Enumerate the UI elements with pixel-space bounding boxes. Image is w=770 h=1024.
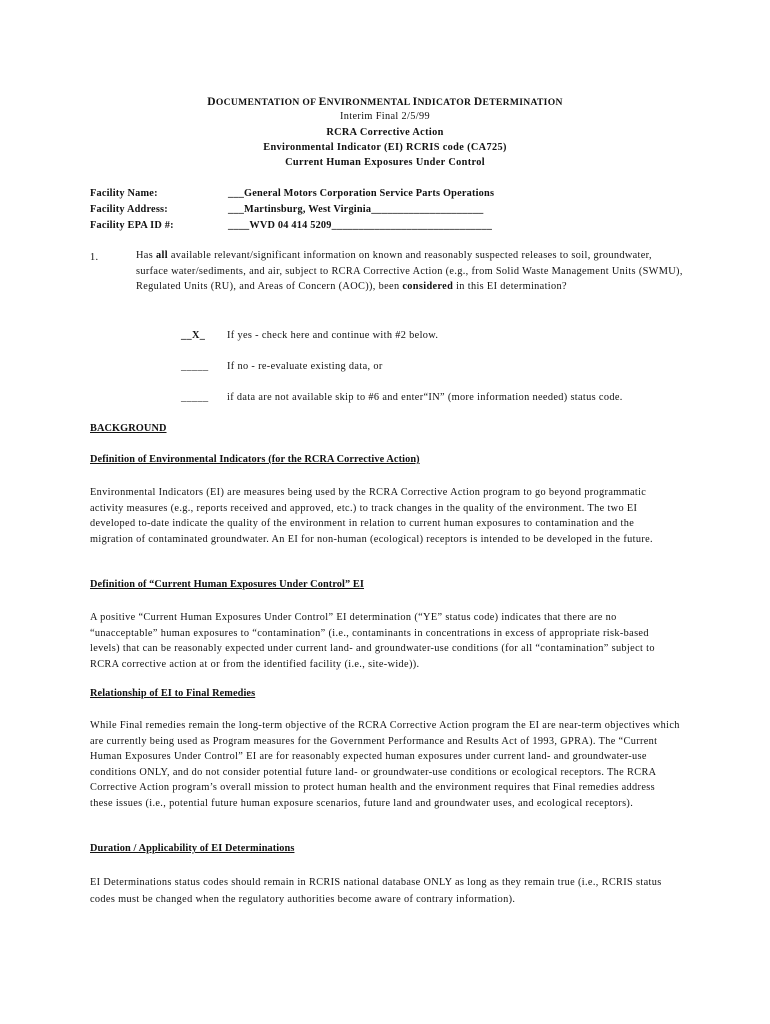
background-heading: BACKGROUND bbox=[90, 423, 167, 434]
relationship-heading: Relationship of EI to Final Remedies bbox=[90, 688, 256, 699]
title-part: OCUMENTATION OF bbox=[215, 97, 319, 108]
title-part: NDICATOR bbox=[417, 97, 474, 108]
facility-name-value: ___General Motors Corporation Service Parts Operations bbox=[228, 188, 495, 199]
question-text-part: in this EI determination? bbox=[453, 281, 567, 293]
title-part: I bbox=[412, 96, 418, 108]
def-che-heading: Definition of “Current Human Exposures Under Control” EI bbox=[90, 579, 365, 590]
option-no-mark[interactable]: _____ bbox=[181, 361, 209, 372]
facility-epa-value: ____WVD 04 414 5209______________________________ bbox=[228, 220, 493, 231]
option-yes-text: If yes - check here and continue with #2 below. bbox=[227, 330, 439, 341]
option-yes-mark[interactable]: __X_ bbox=[181, 330, 206, 341]
ei-code-line: Environmental Indicator (EI) RCRIS code (CA725) bbox=[263, 142, 507, 153]
facility-epa-label: Facility EPA ID #: bbox=[90, 220, 174, 231]
def-ei-paragraph: Environmental Indicators (EI) are measures being used by the RCRA Corrective Action program to go beyond programmatic activity measures (e.g., reports received and approved, etc.) to track changes in the quality of the environment. The two EI developed to-date indicate the quality of the environment in relation to current human exposures to contamination and the migration of contaminated groundwater. An EI for non-human (ecological) receptors is intended to be developed in the future. bbox=[90, 487, 653, 545]
title-part: D bbox=[207, 96, 216, 108]
title-part: NVIRONMENTAL bbox=[326, 97, 413, 108]
option-no-text: If no - re-evaluate existing data, or bbox=[227, 361, 383, 372]
question-text bbox=[136, 248, 686, 295]
option-skip-text: if data are not available skip to #6 and enter“IN” (more information needed) status code. bbox=[227, 392, 623, 403]
facility-address-value: ___Martinsburg, West Virginia_____________________ bbox=[228, 204, 484, 215]
rcra-line: RCRA Corrective Action bbox=[326, 127, 444, 138]
subtitle-line: Current Human Exposures Under Control bbox=[285, 157, 485, 168]
facility-name-label: Facility Name: bbox=[90, 188, 158, 199]
question-text-part: Has bbox=[136, 250, 156, 261]
facility-address-label: Facility Address: bbox=[90, 204, 168, 215]
def-che-paragraph: A positive “Current Human Exposures Under Control” EI determination (“YE” status code) indicates that there are no “unacceptable” human exposures to “contamination” (i.e., contaminants in concentrations in excess of appropriate risk-based levels) that can be reasonably expected under current land- and groundwater-use conditions (for all “contamination” subject to RCRA corrective action at or from the identified facility (i.e., site-wide)). bbox=[90, 612, 655, 670]
question-emphasis-considered: considered bbox=[402, 281, 454, 293]
interim-final-line: Interim Final 2/5/99 bbox=[340, 111, 430, 122]
option-skip-mark[interactable]: _____ bbox=[181, 392, 209, 403]
relationship-paragraph: While Final remedies remain the long-term objective of the RCRA Corrective Action program the EI are near-term objectives which are currently being used as Program measures for the Government Performance and Results Act of 1993, GPRA). The “Current Human Exposures Under Control” EI are for reasonably expected human exposures under current land- and groundwater-use conditions ONLY, and do not consider potential future land- or groundwater-use conditions or ecological receptors. The RCRA Corrective Action program’s overall mission to protect human health and the environment requires that Final remedies address these issues (i.e., potential future human exposure scenarios, future land and groundwater uses, and ecological receptors). bbox=[90, 720, 680, 809]
duration-paragraph: EI Determinations status codes should remain in RCRIS national database ONLY as long as they remain true (i.e., RCRIS status codes must be changed when the regulatory authorities become aware of contrary information). bbox=[90, 877, 662, 905]
def-ei-heading: Definition of Environmental Indicators (for the RCRA Corrective Action) bbox=[90, 454, 420, 465]
duration-heading: Duration / Applicability of EI Determinations bbox=[90, 843, 295, 854]
question-number: 1. bbox=[90, 252, 99, 263]
question-text-part: available relevant/significant information on known and reasonably suspected releases to soil, groundwater, surface water/sediments, and air, subject to RCRA Corrective Action (e.g., from Solid Waste Management Units (SWMU), Regulated Units (RU), and Areas of Concern (AOC)), been bbox=[136, 250, 683, 293]
title-part: ETERMINATION bbox=[482, 97, 563, 108]
question-emphasis-all: all bbox=[156, 250, 168, 261]
title-part: E bbox=[318, 96, 327, 108]
document-title bbox=[0, 96, 770, 108]
title-part: D bbox=[473, 96, 483, 108]
